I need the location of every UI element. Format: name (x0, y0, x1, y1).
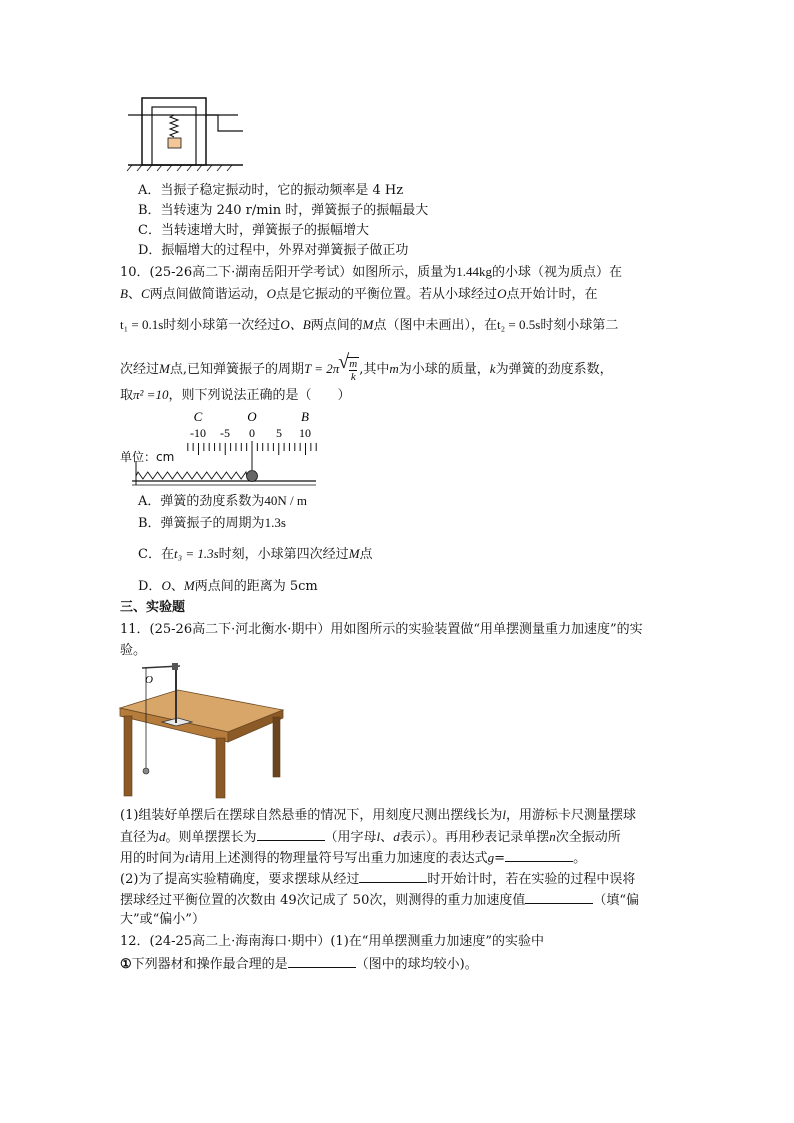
q10-t2: t₂ = 0.5s (497, 317, 541, 332)
q9-option-b: B．当转速为 240 r/min 时，弹簧振子的振幅最大 (138, 203, 429, 218)
q9-option-a: A．当振子稳定振动时，它的振动频率是 4 Hz (138, 183, 404, 198)
q9-option-d: D．振幅增大的过程中，外界对弹簧振子做正功 (138, 243, 409, 258)
q11-line-1: 11．(25-26高二下·河北衡水·期中）用如图所示的实验装置做“用单摆测量重力加速度”的实 (120, 622, 643, 637)
q11-part1-line-3: 用的时间为t请用上述测得的物理量符号写出重力加速度的表达式g= 。 (120, 847, 586, 869)
tick-neg10: -10 (190, 426, 206, 440)
answer-blank-error[interactable] (525, 889, 593, 904)
q12-line-1: 12．(24-25高二上·海南海口·期中）(1)在“用单摆测重力加速度”的实验中 (120, 934, 545, 949)
pivot-label: O (145, 674, 153, 686)
q10-option-b: B．弹簧振子的周期为1.3s (138, 515, 286, 531)
q12-line-2: ①下列器材和操作最合理的是 （图中的球均较小)。 (120, 953, 478, 975)
q10-option-a: A．弹簧的劲度系数为40N / m (138, 493, 308, 509)
q10-line-1: 10．(25-26高二下·湖南岳阳开学考试）如图所示，质量为1.44kg的小球（视为质点）在 (120, 264, 622, 280)
answer-blank-choice[interactable] (288, 953, 356, 968)
q9-option-c: C．当转速增大时，弹簧振子的振幅增大 (138, 223, 369, 238)
tick-0: 0 (249, 426, 255, 440)
label-c: C (193, 409, 203, 424)
spring-oscillator-figure (118, 93, 253, 173)
answer-blank-length[interactable] (257, 826, 325, 841)
label-b: B (301, 409, 309, 424)
pendulum-table-figure (118, 660, 288, 800)
q10-option-c: C．在t₃ = 1.3s时刻，小球第四次经过M点 (138, 546, 373, 562)
q10-line-3: t₁ = 0.1s时刻小球第一次经过O、B两点间的M点（图中未画出），在t₂ = 0.5s时刻小球第二 (120, 317, 619, 333)
q10-formula: T = 2π √ m k (304, 351, 358, 383)
answer-blank-position[interactable] (359, 868, 427, 883)
q10-line-5: 取π² =10，则下列说法正确的是（ ） (120, 387, 351, 403)
q11-part2-line-2: 摆球经过平衡位置的次数由 49次记成了 50次，则测得的重力加速度值 （填“偏 (120, 889, 639, 911)
q11-part1-line-1: (1)组装好单摆后在摆球自然悬垂的情况下，用刻度尺测出摆线长为l，用游标卡尺测量摆球 (120, 807, 637, 823)
unit-label: 单位：cm (120, 450, 175, 464)
q10-mass: 1.44kg (456, 264, 492, 279)
q10-t1: t₁ = 0.1s (120, 317, 164, 332)
q10-option-d: D．O、M两点间的距离为 5cm (138, 578, 318, 594)
tick-neg5: -5 (220, 426, 230, 440)
q11-part2-line-1: (2)为了提高实验精确度，要求摆球从经过 时开始计时，若在实验的过程中误将 (120, 868, 635, 890)
tick-5: 5 (276, 426, 282, 440)
q11-part1-line-2: 直径为d。则单摆摆长为 （用字母l、d表示）。再用秒表记录单摆n次全振动所 (120, 826, 621, 848)
section-title: 三、实验题 (120, 600, 186, 615)
label-o: O (247, 409, 257, 424)
q11-line-2: 验。 (120, 643, 147, 658)
tick-10: 10 (299, 426, 311, 440)
q10-line-2: B、C两点间做简谐运动，O点是它振动的平衡位置。若从小球经过O点开始计时，在 (120, 286, 598, 302)
q10-line-4: 次经过M点,已知弹簧振子的周期T = 2π √ m k ,其中m为小球的质量，k为弹簧的劲度系数， (120, 351, 613, 383)
answer-blank-g[interactable] (505, 847, 573, 862)
q11-part2-line-3: 大”或“偏小”） (120, 912, 205, 927)
